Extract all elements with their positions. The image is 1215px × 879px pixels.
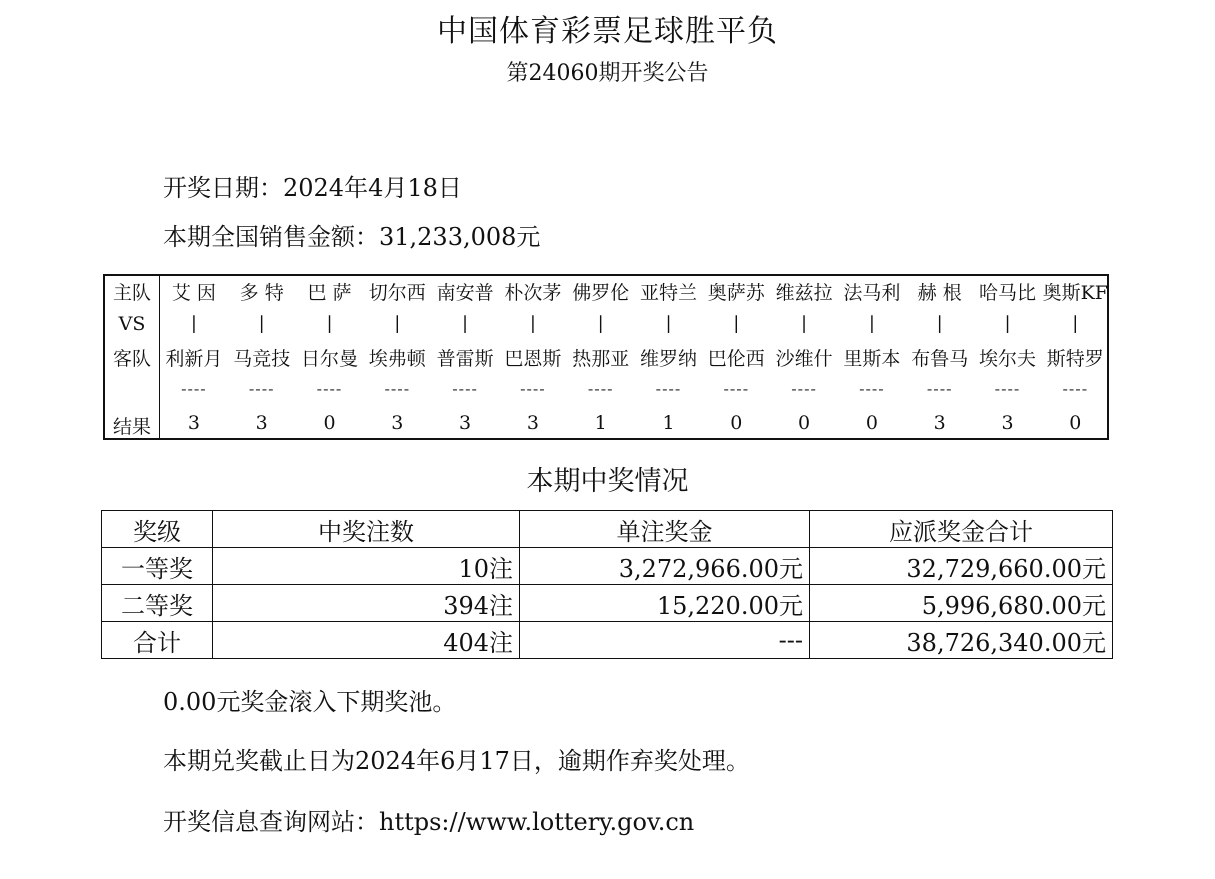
draw-date: 开奖日期：2024年4月18日 xyxy=(163,174,462,202)
match-result: 0 xyxy=(730,412,743,434)
winner-count: 404注 xyxy=(213,622,520,659)
match-result: 3 xyxy=(391,412,404,434)
vs-mark: | xyxy=(462,313,469,334)
total-prize: 38,726,340.00元 xyxy=(810,622,1113,659)
match-result: 3 xyxy=(933,412,946,434)
vs-mark: | xyxy=(394,313,401,334)
match-column xyxy=(1041,276,1109,438)
dash-mark: ---- xyxy=(316,379,343,398)
match-result: 3 xyxy=(255,412,268,434)
prize-heading: 本期中奖情况 xyxy=(526,466,689,497)
away-team: 斯特罗 xyxy=(1046,348,1104,370)
dash-mark: ---- xyxy=(587,379,614,398)
winner-count: 10注 xyxy=(213,548,520,585)
match-result: 0 xyxy=(1069,412,1082,434)
dash-mark: ---- xyxy=(655,379,682,398)
dash-mark: ---- xyxy=(859,379,885,398)
col-header-level: 奖级 xyxy=(102,511,213,548)
match-result: 3 xyxy=(526,412,539,434)
away-team-label: 客队 xyxy=(112,348,151,370)
dash-mark: ---- xyxy=(384,379,411,398)
match-result: 3 xyxy=(1001,412,1014,434)
home-team: 哈马比 xyxy=(978,282,1036,304)
vs-mark: | xyxy=(258,313,265,334)
match-column xyxy=(160,276,228,438)
away-team: 普雷斯 xyxy=(436,348,494,370)
match-table xyxy=(103,274,1109,440)
prize-table xyxy=(101,510,1113,659)
dash-mark: ---- xyxy=(181,379,207,398)
away-team: 维罗纳 xyxy=(639,348,697,370)
match-column xyxy=(635,276,703,438)
away-team: 巴恩斯 xyxy=(504,348,562,370)
sales-amount: 本期全国销售金额：31,233,008元 xyxy=(163,223,541,251)
home-team: 赫 根 xyxy=(917,282,962,304)
page-subtitle: 第24060期开奖公告 xyxy=(506,61,709,86)
vs-mark: | xyxy=(326,313,333,334)
total-prize: 5,996,680.00元 xyxy=(810,585,1113,622)
vs-mark: | xyxy=(665,313,672,334)
single-prize: 15,220.00元 xyxy=(520,585,810,622)
vs-label: VS xyxy=(118,313,146,335)
winner-count: 394注 xyxy=(213,585,520,622)
total-prize: 32,729,660.00元 xyxy=(810,548,1113,585)
home-team-label: 主队 xyxy=(112,282,151,304)
match-result: 0 xyxy=(798,412,811,434)
match-column xyxy=(363,276,431,438)
vs-mark: | xyxy=(597,313,604,334)
away-team: 利新月 xyxy=(165,348,223,370)
dash-mark: ---- xyxy=(926,379,953,398)
home-team: 巴 萨 xyxy=(307,282,352,304)
away-team: 里斯本 xyxy=(843,348,901,370)
match-result: 0 xyxy=(323,412,336,434)
match-column xyxy=(228,276,296,438)
prize-level: 一等奖 xyxy=(102,548,213,585)
home-team: 佛罗伦 xyxy=(572,282,630,304)
dash-mark: ---- xyxy=(520,379,546,398)
away-team: 热那亚 xyxy=(572,348,630,370)
single-prize: 3,272,966.00元 xyxy=(520,548,810,585)
match-column xyxy=(906,276,974,438)
away-team: 马竞技 xyxy=(233,348,291,370)
dash-mark: ---- xyxy=(248,379,275,398)
home-team: 朴次茅 xyxy=(504,282,562,304)
home-team: 奥萨苏 xyxy=(707,282,765,304)
match-column xyxy=(296,276,364,438)
deadline-note: 本期兑奖截止日为2024年6月17日，逾期作弃奖处理。 xyxy=(163,747,750,775)
match-column xyxy=(702,276,770,438)
vs-mark: | xyxy=(868,313,875,334)
table-row xyxy=(102,585,1113,622)
rollover-note: 0.00元奖金滚入下期奖池。 xyxy=(163,688,457,716)
match-column xyxy=(567,276,635,438)
prize-level: 合计 xyxy=(102,622,213,659)
vs-mark: | xyxy=(936,313,943,334)
match-result: 3 xyxy=(187,412,200,434)
dash-mark: ---- xyxy=(994,379,1021,398)
match-column xyxy=(770,276,838,438)
col-header-single: 单注奖金 xyxy=(520,511,810,548)
page-title: 中国体育彩票足球胜平负 xyxy=(437,14,778,49)
dash-mark: ---- xyxy=(452,379,478,398)
away-team: 日尔曼 xyxy=(300,348,358,370)
vs-mark: | xyxy=(801,313,808,334)
home-team: 亚特兰 xyxy=(639,282,697,304)
vs-mark: | xyxy=(1072,313,1079,334)
home-team: 南安普 xyxy=(436,282,494,304)
match-column xyxy=(838,276,906,438)
away-team: 巴伦西 xyxy=(707,348,765,370)
match-column xyxy=(974,276,1042,438)
prize-level: 二等奖 xyxy=(102,585,213,622)
match-label-column xyxy=(105,276,160,438)
table-row xyxy=(102,548,1113,585)
table-row xyxy=(102,622,1113,659)
result-label: 结果 xyxy=(112,416,151,438)
vs-mark: | xyxy=(1004,313,1011,334)
match-result: 1 xyxy=(594,412,607,434)
away-team: 布鲁马 xyxy=(911,348,969,370)
vs-mark: | xyxy=(733,313,740,334)
dash-mark: ---- xyxy=(1062,379,1089,398)
dash-mark: ---- xyxy=(723,379,750,398)
home-team: 奥斯KF xyxy=(1042,282,1108,304)
col-header-total: 应派奖金合计 xyxy=(810,511,1113,548)
vs-mark: | xyxy=(529,313,536,334)
home-team: 法马利 xyxy=(843,282,901,304)
match-column xyxy=(431,276,499,438)
prize-header-row xyxy=(102,511,1113,548)
match-result: 1 xyxy=(662,412,675,434)
home-team: 艾 因 xyxy=(171,282,216,304)
away-team: 埃尔夫 xyxy=(978,348,1036,370)
dash-mark: ---- xyxy=(791,379,817,398)
home-team: 多 特 xyxy=(239,282,284,304)
home-team: 维兹拉 xyxy=(775,282,833,304)
vs-mark: | xyxy=(190,313,197,334)
away-team: 埃弗顿 xyxy=(368,348,426,370)
match-result: 0 xyxy=(865,412,878,434)
match-column xyxy=(499,276,567,438)
match-result: 3 xyxy=(459,412,472,434)
single-prize: --- xyxy=(520,622,810,659)
home-team: 切尔西 xyxy=(368,282,426,304)
away-team: 沙维什 xyxy=(775,348,833,370)
col-header-count: 中奖注数 xyxy=(213,511,520,548)
website-info: 开奖信息查询网站：https://www.lottery.gov.cn xyxy=(163,808,695,836)
